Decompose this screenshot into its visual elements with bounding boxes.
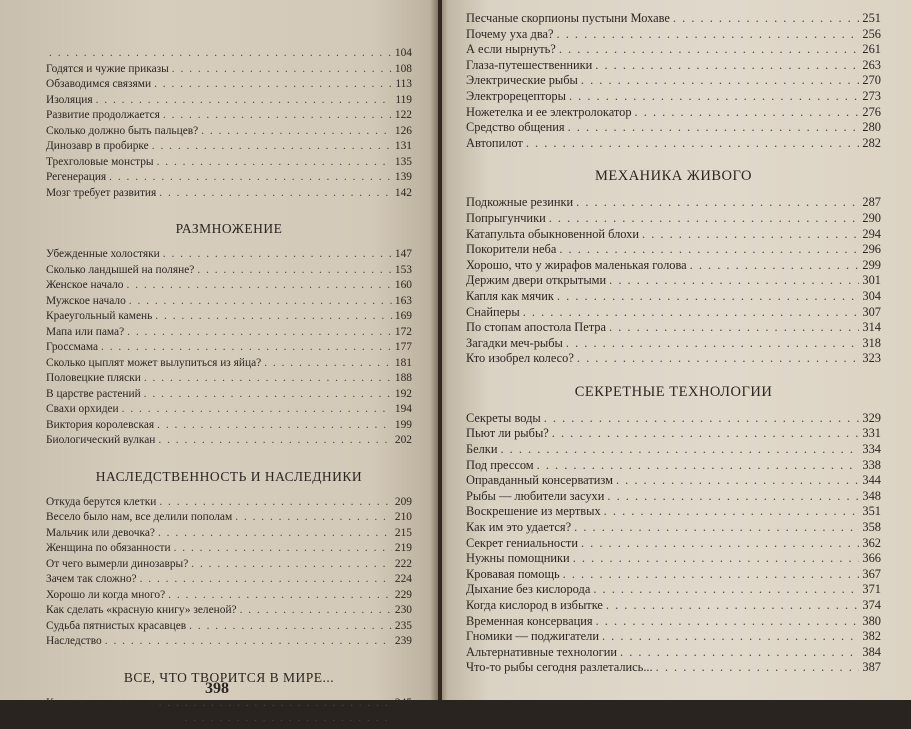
toc-entry-page: 358 — [862, 520, 881, 535]
toc-entry-page: 215 — [394, 526, 412, 539]
toc-entry-title: В царстве растений — [46, 387, 141, 400]
dot-leader — [101, 342, 392, 353]
dot-leader — [157, 420, 392, 431]
dot-leader — [576, 196, 859, 208]
toc-entry-title: Весело было нам, все делили пополам — [46, 511, 233, 523]
toc-entry-page: 169 — [394, 310, 412, 322]
toc-entry — [46, 528, 412, 544]
toc-entry-page: 104 — [394, 47, 412, 59]
toc-entry-title: Средство общения — [466, 120, 565, 135]
left-sections — [46, 221, 412, 729]
dot-leader — [172, 64, 392, 75]
toc-entry — [466, 352, 881, 368]
toc-entry-page: 323 — [862, 351, 881, 366]
dot-leader — [609, 321, 859, 333]
toc-entry-page: 329 — [862, 410, 881, 425]
dot-leader — [201, 126, 392, 137]
dot-leader — [163, 110, 392, 121]
toc-entry — [46, 590, 412, 606]
toc-entry-page: 287 — [862, 195, 881, 210]
toc-entry-title: Оправданный консерватизм — [466, 473, 613, 488]
toc-entry-title: Капля как мячик — [466, 288, 554, 303]
toc-entry-page: 366 — [862, 551, 881, 566]
dot-leader — [240, 605, 392, 616]
toc-entry-page: 299 — [862, 257, 881, 272]
toc-entry-title: Почему уха два? — [466, 26, 554, 41]
toc-entry-title: Виктория королевская — [46, 418, 155, 431]
section-title: МЕХАНИКА ЖИВОГО — [594, 168, 752, 185]
dot-leader — [526, 137, 860, 149]
toc-entry — [466, 228, 881, 244]
toc-entry-title: Глаза-путешественники — [466, 57, 593, 72]
toc-entry — [46, 497, 412, 513]
toc-entry-page: 119 — [395, 93, 412, 106]
dot-leader — [673, 12, 859, 24]
toc-entry — [466, 243, 881, 259]
dot-leader — [606, 599, 860, 611]
toc-entry-title: Песчаные скорпионы пустыни Мохаве — [466, 11, 670, 25]
toc-entry-title: Попрыгунчики — [466, 210, 546, 225]
toc-entry-title: А если нырнуть? — [466, 42, 556, 57]
toc-entry-title: Мужское начало — [46, 294, 126, 307]
toc-entry — [46, 621, 412, 637]
toc-entry-title: Воскрешение из мертвых — [466, 504, 601, 519]
toc-entry — [466, 537, 881, 553]
dot-leader — [184, 713, 391, 724]
section-title: ВСЕ, ЧТО ТВОРИТСЯ В МИРЕ... — [123, 669, 335, 685]
dot-leader — [155, 311, 392, 322]
toc-entry — [466, 505, 881, 521]
toc-entry-title: Нужны помощники — [466, 551, 570, 566]
toc-entry-page: 172 — [394, 325, 412, 338]
dot-leader — [154, 79, 392, 90]
toc-entry-title: Белки — [466, 442, 498, 457]
toc-entry-page: 247 — [394, 712, 412, 724]
dot-leader — [144, 389, 392, 400]
toc-entry-title: Пьют ли рыбы? — [466, 426, 549, 441]
toc-entry-title: Женское начало — [46, 279, 124, 291]
toc-entry-page: 387 — [862, 660, 881, 675]
toc-entry-page: 331 — [862, 426, 881, 441]
toc-entry-page: 181 — [394, 356, 412, 369]
dot-leader — [596, 615, 860, 627]
dot-leader — [566, 337, 860, 349]
toc-entry-page: 235 — [394, 619, 412, 632]
section-title: РАЗМНОЖЕНИЕ — [175, 221, 283, 236]
toc-entry-page: 160 — [394, 279, 412, 291]
section-title: НАСЛЕДСТВЕННОСТЬ И НАСЛЕДНИКИ — [95, 468, 363, 484]
toc-entry-title: Убежденные холостяки — [46, 248, 160, 260]
dot-leader — [191, 559, 392, 570]
toc-entry-page: 290 — [862, 210, 881, 225]
toc-entry-title: Свахи орхидеи — [46, 403, 119, 415]
dot-leader — [500, 443, 859, 455]
page-number: 398 — [205, 680, 229, 697]
toc-entry — [466, 427, 881, 443]
toc-entry — [466, 615, 881, 631]
toc-entry — [46, 311, 412, 327]
toc-entry-title: Секреты воды — [466, 410, 541, 425]
toc-entry-title: Как им это удается? — [466, 520, 572, 535]
toc-entry-page: 384 — [862, 644, 881, 659]
toc-entry-title: Секрет гениальности — [466, 535, 578, 550]
toc-entry-title: Конкурс специалистов — [46, 696, 156, 709]
toc-entry — [466, 412, 881, 428]
toc-entry-title: Обзаводимся связями — [46, 78, 152, 90]
toc-entry-page: 202 — [394, 434, 412, 446]
toc-entry-page: 382 — [862, 629, 881, 644]
right-page — [442, 0, 911, 700]
dot-leader — [127, 280, 392, 291]
toc-entry-title: Рыбы — любители засухи — [466, 488, 605, 503]
toc-entry-page: 147 — [394, 248, 412, 260]
toc-entry-title: Динозавр в пробирке — [46, 140, 149, 152]
toc-entry-title: Усы — совсем не для красы — [46, 712, 182, 724]
dot-leader — [549, 212, 860, 224]
section-title: СЕКРЕТНЫЕ ТЕХНОЛОГИИ — [574, 383, 773, 400]
toc-entry-title: Кровавая помощь — [466, 566, 560, 581]
dot-leader — [49, 48, 392, 59]
dot-leader — [537, 459, 860, 471]
toc-entry-page: 194 — [394, 403, 412, 415]
dot-leader — [544, 412, 860, 424]
dot-leader — [581, 537, 859, 549]
toc-entry — [46, 574, 412, 590]
toc-entry — [466, 321, 881, 337]
toc-entry — [466, 90, 881, 106]
toc-entry-title: Гномики — поджигатели — [466, 629, 599, 644]
dot-leader — [140, 574, 392, 585]
toc-entry-page: 256 — [862, 26, 881, 41]
toc-entry-page: 270 — [862, 73, 881, 88]
toc-entry-page: 362 — [862, 535, 881, 550]
dot-leader — [609, 274, 859, 286]
dot-leader — [127, 327, 392, 338]
toc-entry — [46, 512, 412, 528]
dot-leader — [264, 358, 392, 369]
toc-entry-title: Покорители неба — [466, 242, 557, 257]
toc-entry-page: 224 — [394, 573, 412, 585]
toc-entry-page: 199 — [394, 418, 412, 431]
toc-entry-title: Ножетелка и ее электролокатор — [466, 104, 632, 119]
toc-entry-page: 294 — [862, 226, 881, 241]
dot-leader — [152, 141, 392, 152]
dot-leader — [557, 28, 860, 40]
toc-entry — [46, 420, 412, 436]
dot-leader — [96, 95, 393, 106]
toc-entry — [466, 568, 881, 584]
right-top-entries — [466, 12, 881, 152]
toc-entry-page: 230 — [394, 604, 412, 616]
dot-leader — [559, 243, 859, 255]
toc-entry-title: Краеугольный камень — [46, 310, 153, 322]
toc-entry — [466, 599, 881, 615]
toc-entry-title: Гроссмама — [46, 341, 99, 353]
dot-leader — [563, 568, 860, 580]
dot-leader — [577, 352, 860, 364]
toc-entry — [466, 459, 881, 475]
toc-entry — [466, 74, 881, 90]
toc-entry-page: 348 — [862, 488, 881, 503]
toc-entry-title: Судьба пятнистых красавцев — [46, 619, 187, 632]
toc-entry — [466, 443, 881, 459]
toc-entry-page: 334 — [862, 442, 881, 457]
dot-leader — [105, 636, 392, 647]
toc-entry-title: От чего вымерли динозавры? — [46, 557, 189, 570]
toc-entry-title: Изоляция — [46, 93, 93, 106]
toc-entry — [46, 543, 412, 559]
toc-entry-page: 282 — [862, 135, 881, 150]
dot-leader — [189, 621, 392, 632]
dot-leader — [635, 106, 860, 118]
dot-leader — [163, 249, 392, 260]
dot-leader — [159, 497, 392, 508]
dot-leader — [620, 646, 859, 658]
dot-leader — [604, 505, 860, 517]
toc-entry-title: Когда кислород в избытке — [466, 598, 603, 612]
toc-entry-title: Половецкие пляски — [46, 372, 141, 384]
toc-entry-page: 177 — [394, 341, 412, 353]
toc-entry-title: Трехголовые монстры — [46, 155, 154, 168]
dot-leader — [568, 121, 860, 133]
toc-entry — [46, 188, 412, 204]
dot-leader — [602, 630, 859, 642]
toc-entry-page: 276 — [862, 104, 881, 119]
toc-entry — [46, 265, 412, 281]
toc-entry-page: 304 — [862, 288, 881, 303]
left-top-entries — [46, 48, 412, 203]
toc-entry-page: 239 — [394, 635, 412, 647]
toc-entry-page: 344 — [862, 473, 881, 488]
toc-entry-page: 131 — [394, 140, 412, 152]
toc-entry-title: Кто изобрел колесо? — [466, 351, 574, 366]
toc-entry-page: 338 — [862, 457, 881, 472]
dot-leader — [616, 474, 859, 486]
toc-entry-page: 163 — [394, 294, 412, 307]
toc-entry — [466, 661, 881, 677]
toc-entry-title: Женщина по обязанности — [46, 542, 171, 554]
toc-entry-title: Сколько ландышей на поляне? — [46, 263, 195, 276]
toc-entry-title: Временная консервация — [466, 613, 593, 628]
dot-leader — [523, 306, 860, 318]
dot-leader — [559, 43, 860, 55]
toc-entry — [466, 274, 881, 290]
toc-entry-page: 371 — [862, 582, 881, 597]
toc-entry — [466, 474, 881, 490]
dot-leader — [122, 404, 392, 415]
toc-entry-page: 210 — [394, 511, 412, 523]
toc-entry — [466, 106, 881, 122]
toc-entry — [46, 172, 412, 188]
toc-entry — [46, 358, 412, 374]
dot-leader — [159, 188, 392, 199]
toc-entry — [46, 48, 412, 64]
toc-entry — [466, 121, 881, 137]
toc-entry-page: 296 — [862, 242, 881, 257]
toc-entry-page: 318 — [862, 335, 881, 350]
toc-entry — [466, 43, 881, 59]
toc-entry — [46, 342, 412, 358]
toc-entry-title: Дыхание без кислорода — [466, 582, 591, 597]
dot-leader — [197, 265, 392, 276]
toc-entry-page: 153 — [394, 263, 412, 276]
toc-entry — [46, 141, 412, 157]
toc-entry — [466, 630, 881, 646]
toc-entry-title: Снайперы — [466, 304, 520, 319]
toc-entry — [466, 59, 881, 75]
toc-entry-title: Загадки меч-рыбы — [466, 335, 563, 350]
toc-entry — [466, 337, 881, 353]
toc-entry-title: Катапульта обыкновенной блохи — [466, 226, 640, 241]
toc-entry-page: 351 — [862, 504, 881, 519]
right-sections — [466, 168, 881, 677]
toc-entry-page: 139 — [394, 171, 412, 183]
toc-entry — [466, 583, 881, 599]
dot-leader — [158, 528, 392, 539]
toc-entry-title: Мозг требует развития — [46, 186, 157, 199]
toc-entry-title: Электрические рыбы — [466, 73, 578, 88]
dot-leader — [552, 427, 860, 439]
toc-entry-page: 245 — [394, 696, 412, 709]
toc-entry-title: Наследство — [46, 635, 102, 647]
dot-leader — [557, 290, 859, 302]
toc-entry-page: 280 — [862, 120, 881, 135]
toc-entry — [46, 95, 412, 111]
toc-entry-title: Сколько должно быть пальцев? — [46, 124, 199, 137]
toc-entry-title: По стопам апостола Петра — [466, 320, 606, 335]
toc-entry-page: 192 — [394, 387, 412, 400]
toc-entry-page: 126 — [394, 124, 412, 137]
dot-leader — [168, 590, 392, 601]
toc-entry-page: 314 — [862, 320, 881, 335]
toc-entry — [46, 389, 412, 405]
toc-entry-page: 307 — [862, 304, 881, 319]
toc-entry-title: Как сделать «красную книгу» зеленой? — [46, 604, 237, 616]
toc-entry-title: Альтернативные технологии — [466, 644, 618, 659]
toc-entry — [46, 605, 412, 621]
toc-entry — [46, 249, 412, 265]
dot-leader — [109, 172, 392, 183]
toc-entry — [46, 327, 412, 343]
toc-entry-page: 263 — [862, 57, 881, 72]
toc-entry — [466, 290, 881, 306]
dot-leader — [574, 521, 859, 533]
toc-entry-page: 261 — [862, 42, 881, 57]
toc-entry — [46, 636, 412, 652]
toc-entry-title: Хорошо ли когда много? — [46, 588, 166, 601]
dot-leader — [595, 59, 859, 71]
toc-entry — [46, 280, 412, 296]
toc-entry — [46, 296, 412, 312]
toc-entry — [466, 552, 881, 568]
toc-entry — [466, 28, 881, 44]
toc-entry-title: Держим двери открытыми — [466, 273, 607, 288]
dot-leader — [159, 698, 392, 709]
toc-entry-title: Мальчик или девочка? — [46, 526, 155, 539]
dot-leader — [158, 435, 392, 446]
toc-entry — [466, 137, 881, 153]
toc-entry — [46, 157, 412, 173]
toc-entry — [466, 521, 881, 537]
toc-entry — [46, 559, 412, 575]
toc-entry-title: Биологический вулкан — [46, 434, 156, 446]
toc-entry-title: Откуда берутся клетки — [46, 495, 157, 508]
toc-entry-title: Хорошо, что у жирафов маленькая голова — [466, 257, 687, 272]
dot-leader — [174, 543, 392, 554]
toc-entry — [46, 110, 412, 126]
toc-entry-title: Годятся и чужие приказы — [46, 62, 169, 75]
toc-entry-page: 374 — [862, 598, 881, 612]
toc-entry-page: 209 — [394, 495, 412, 508]
toc-entry-page: 229 — [394, 588, 412, 601]
toc-entry-page: 122 — [394, 109, 412, 121]
toc-entry-page: 367 — [862, 566, 881, 581]
toc-entry-page: 108 — [394, 62, 412, 75]
toc-entry-page: 301 — [862, 273, 881, 288]
toc-entry-page: 188 — [394, 372, 412, 384]
dot-leader — [642, 228, 859, 240]
toc-entry-title: Что-то рыбы сегодня разлетались... — [466, 660, 653, 675]
dot-leader — [593, 583, 859, 595]
toc-entry — [46, 126, 412, 142]
toc-entry — [466, 646, 881, 662]
dot-leader — [607, 490, 859, 502]
toc-entry — [466, 490, 881, 506]
toc-entry-title: Развитие продолжается — [46, 109, 160, 121]
toc-entry-page: 222 — [394, 557, 412, 570]
toc-entry — [46, 435, 412, 451]
toc-entry — [46, 713, 412, 729]
dot-leader — [157, 157, 392, 168]
dot-leader — [690, 259, 860, 271]
toc-entry — [46, 404, 412, 420]
toc-entry-page: 135 — [394, 155, 412, 168]
toc-entry-title: Сколько цыплят может вылупиться из яйца? — [46, 356, 262, 369]
dot-leader — [573, 552, 860, 564]
toc-entry — [466, 306, 881, 322]
toc-entry-title: Регенерация — [46, 171, 107, 183]
toc-entry — [46, 64, 412, 80]
toc-entry — [46, 373, 412, 389]
toc-entry-title: Под прессом — [466, 457, 534, 472]
toc-entry-page: 273 — [862, 88, 881, 103]
toc-entry-title: Подкожные резинки — [466, 195, 574, 210]
toc-entry — [466, 212, 881, 228]
toc-entry-page: 219 — [394, 542, 412, 554]
toc-entry — [466, 12, 881, 28]
left-page — [0, 0, 438, 724]
toc-entry-page: 380 — [862, 613, 881, 628]
dot-leader — [129, 296, 392, 307]
toc-entry-page: 251 — [862, 11, 881, 25]
toc-entry-title: Зачем так сложно? — [46, 573, 137, 585]
dot-leader — [656, 661, 860, 673]
dot-leader — [569, 90, 859, 102]
toc-entry-title: Электрорецепторы — [466, 88, 566, 103]
dot-leader — [144, 373, 392, 384]
toc-entry-title: Мапа или пама? — [46, 325, 125, 338]
toc-entry-title: Автопилот — [466, 135, 523, 150]
toc-entry-page: 113 — [395, 78, 412, 90]
toc-entry — [466, 259, 881, 275]
dot-leader — [235, 512, 392, 523]
dot-leader — [581, 74, 860, 86]
toc-entry — [46, 79, 412, 95]
toc-entry — [466, 196, 881, 212]
toc-entry-page: 142 — [394, 186, 412, 199]
